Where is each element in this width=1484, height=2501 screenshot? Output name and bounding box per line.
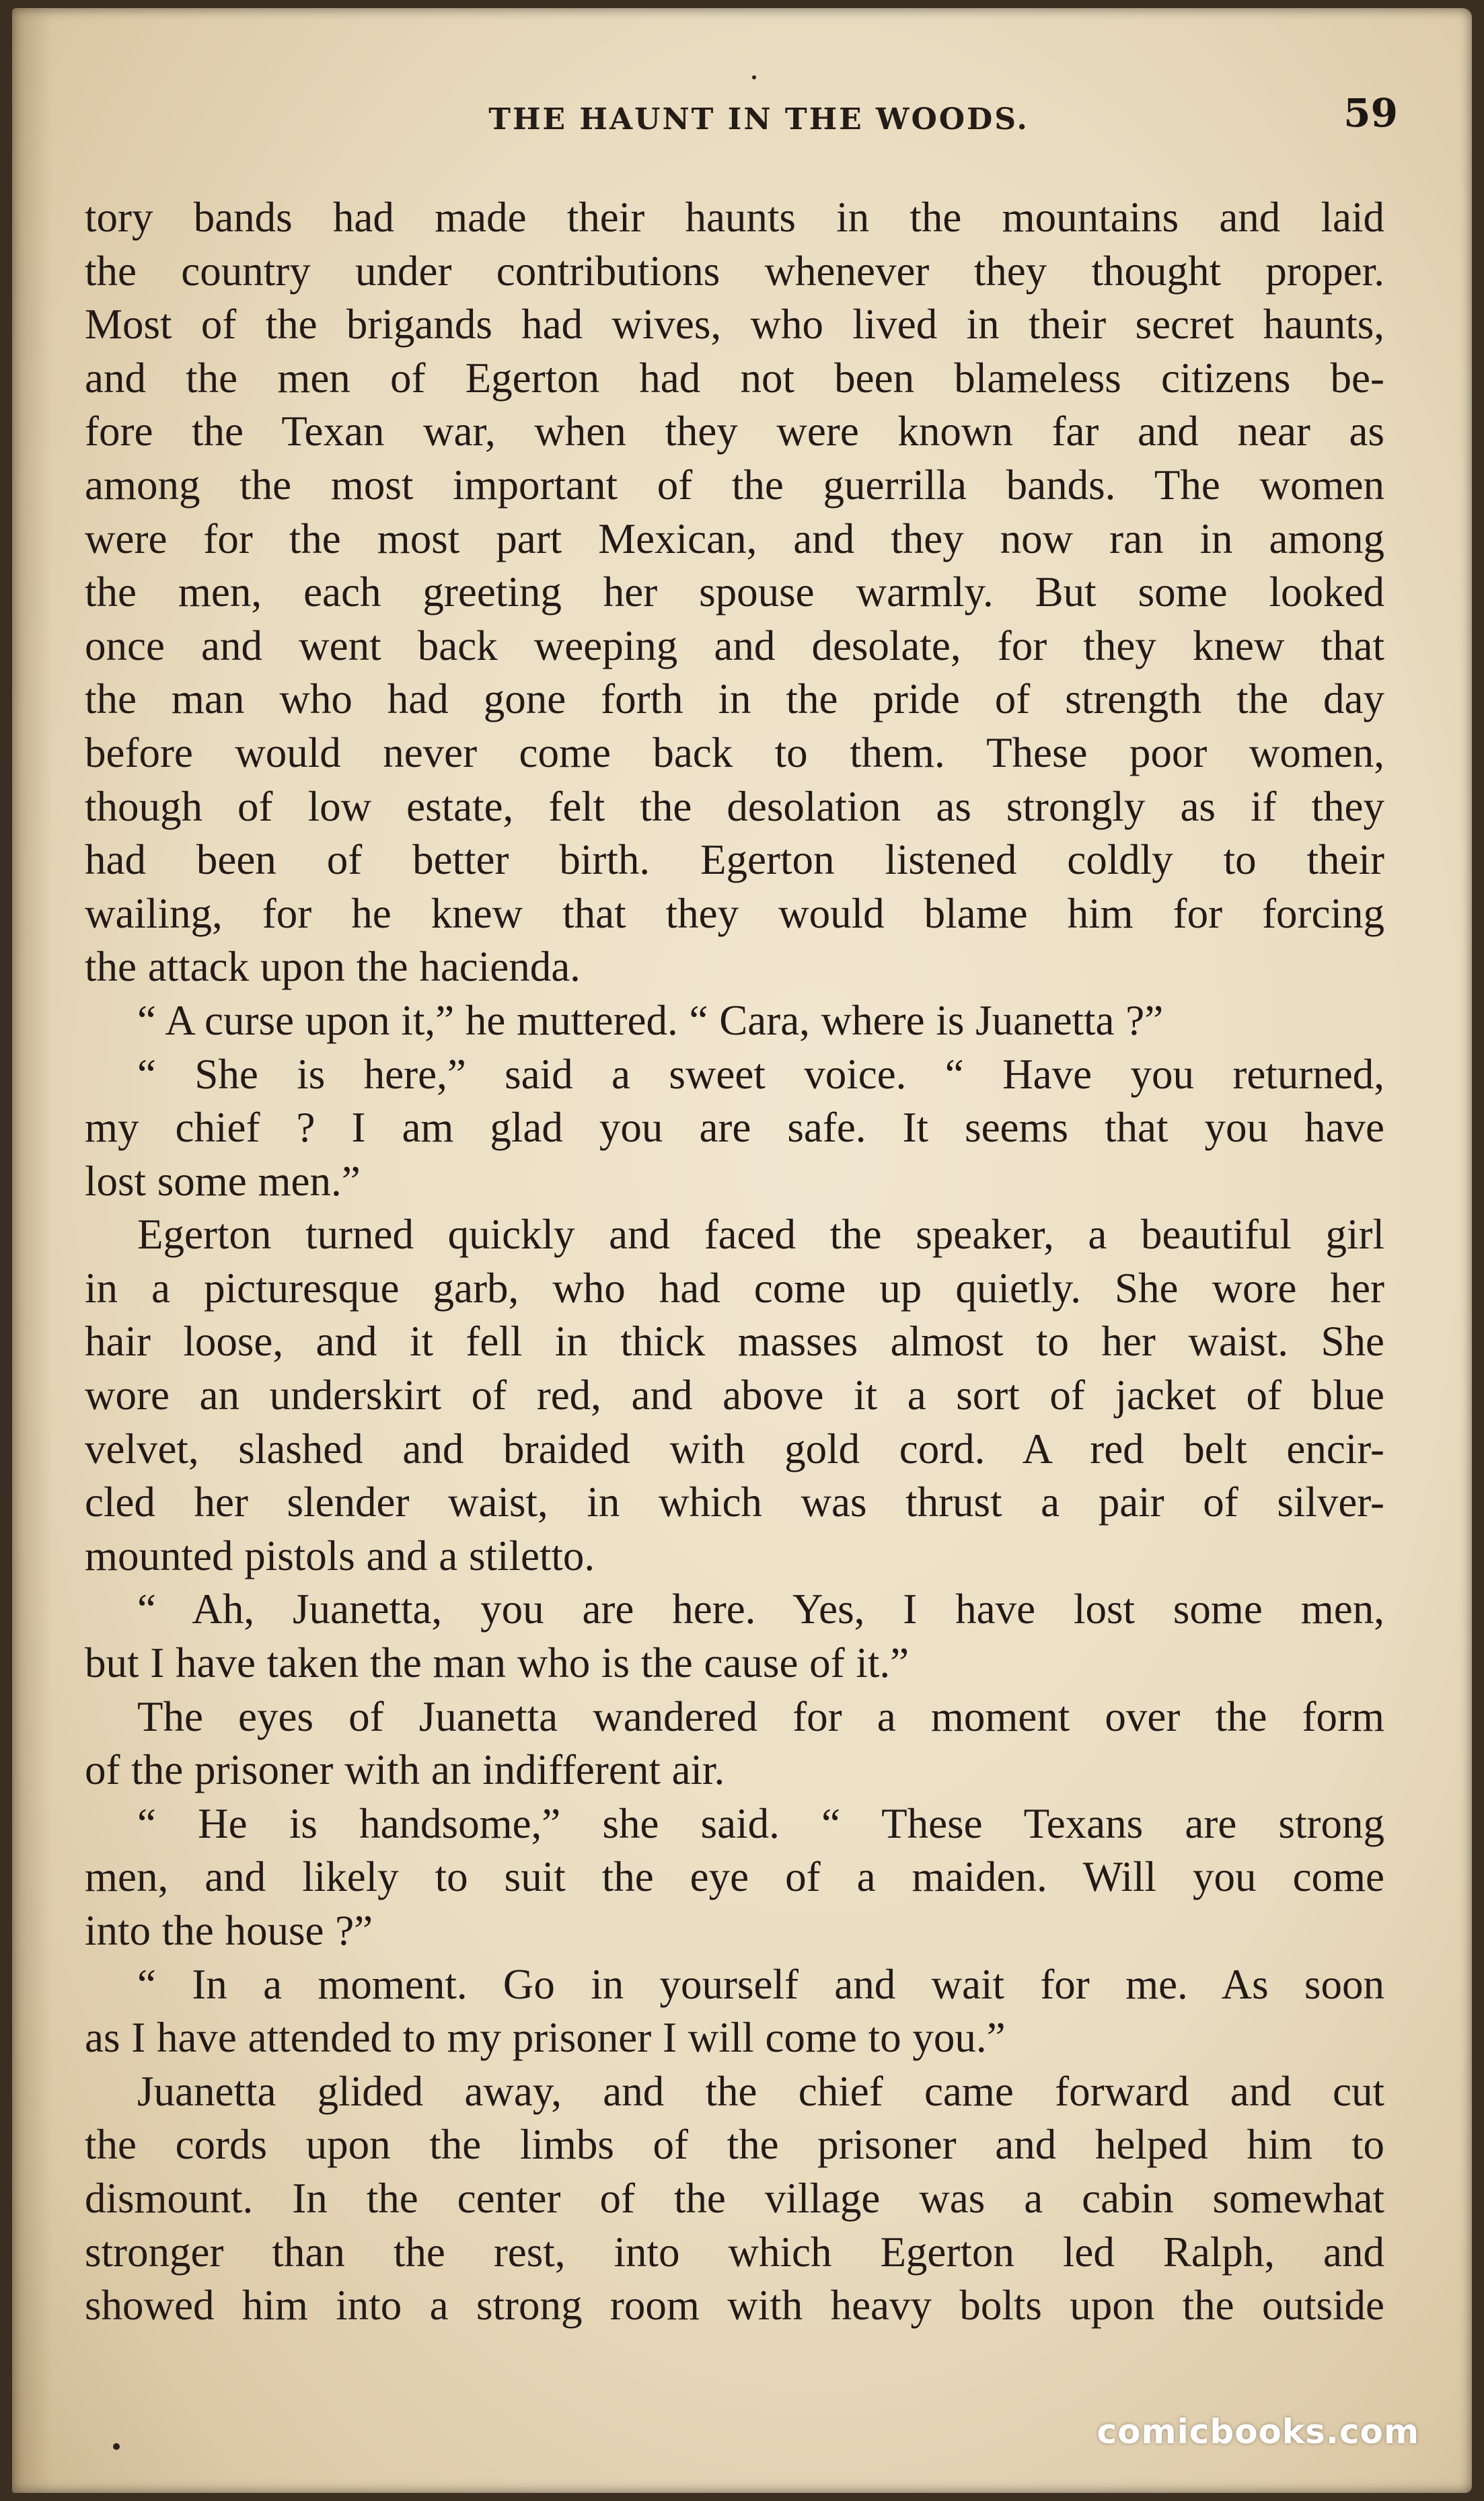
text-line: Juanetta glided away, and the chief came forward and cut — [137, 2067, 1384, 2115]
text-line: cled her slender waist, in which was thrust a pair of silver- — [85, 1479, 1384, 1526]
text-line: “ In a moment. Go in yourself and wait for me. As soon — [137, 1960, 1384, 2008]
text-line: the country under contributions whenever they thought proper. — [85, 247, 1384, 295]
text-line: the men, each greeting her spouse warmly. But some looked — [85, 568, 1384, 616]
text-line: the cords upon the limbs of the prisoner and helped him to — [85, 2121, 1384, 2169]
ink-speck — [752, 75, 756, 79]
text-line: men, and likely to suit the eye of a maiden. Will you come — [85, 1853, 1384, 1901]
text-line: among the most important of the guerrilla bands. The women — [85, 461, 1384, 509]
text-line: before would never come back to them. These poor women, — [85, 729, 1384, 776]
text-line: mounted pistols and a stiletto. — [85, 1532, 595, 1579]
text-line: “ Ah, Juanetta, you are here. Yes, I have lost some men, — [137, 1585, 1384, 1633]
text-line: “ He is handsome,” she said. “ These Texans are strong — [137, 1799, 1384, 1847]
text-line: hair loose, and it fell in thick masses almost to her waist. She — [85, 1318, 1384, 1366]
text-line: had been of better birth. Egerton listened coldly to their — [85, 836, 1384, 884]
text-line: dismount. In the center of the village was a cabin somewhat — [85, 2174, 1384, 2222]
book-page — [12, 8, 1472, 2493]
text-line: The eyes of Juanetta wandered for a moment over the form — [137, 1692, 1384, 1740]
text-line: were for the most part Mexican, and they now ran in among — [85, 515, 1384, 562]
running-head: THE HAUNT IN THE WOODS. — [488, 102, 1029, 137]
text-line: velvet, slashed and braided with gold cord. A red belt encir- — [85, 1425, 1384, 1472]
ink-speck — [113, 2443, 120, 2450]
text-line: though of low estate, felt the desolation as strongly as if they — [85, 782, 1384, 830]
text-line: fore the Texan war, when they were known far and near as — [85, 408, 1384, 455]
text-line: as I have attended to my prisoner I will come to you.” — [85, 2014, 1006, 2062]
text-line: of the prisoner with an indifferent air. — [85, 1746, 725, 1794]
text-line: once and went back weeping and desolate, for they knew that — [85, 622, 1384, 669]
text-line: showed him into a strong room with heavy bolts upon the outside — [85, 2282, 1384, 2329]
text-line: in a picturesque garb, who had come up quietly. She wore her — [85, 1264, 1384, 1312]
text-line: “ A curse upon it,” he muttered. “ Cara, where is Juanetta ?” — [137, 996, 1164, 1044]
text-line: and the men of Egerton had not been blameless citizens be- — [85, 354, 1384, 402]
text-line: wore an underskirt of red, and above it a sort of jacket of blue — [85, 1372, 1384, 1419]
watermark-logo: comicbooks.com — [1097, 2412, 1419, 2451]
page-number: 59 — [1343, 90, 1398, 136]
text-line: “ She is here,” said a sweet voice. “ Have you returned, — [137, 1050, 1384, 1098]
text-line: my chief ? I am glad you are safe. It seems that you have — [85, 1104, 1384, 1152]
text-line: into the house ?” — [85, 1907, 373, 1954]
text-line: tory bands had made their haunts in the mountains and laid — [85, 194, 1384, 241]
text-line: lost some men.” — [85, 1157, 361, 1205]
text-line: Egerton turned quickly and faced the speaker, a beautiful girl — [137, 1211, 1384, 1259]
text-line: but I have taken the man who is the cause of it.” — [85, 1639, 910, 1687]
text-line: the man who had gone forth in the pride of strength the day — [85, 675, 1384, 723]
body-text — [85, 191, 1384, 2333]
text-line: wailing, for he knew that they would blame him for forcing — [85, 889, 1384, 937]
page-header — [79, 87, 1398, 148]
text-line: Most of the brigands had wives, who lived in their secret haunts, — [85, 301, 1384, 348]
text-line: the attack upon the hacienda. — [85, 943, 581, 991]
text-line: stronger than the rest, into which Egerton led Ralph, and — [85, 2228, 1384, 2276]
